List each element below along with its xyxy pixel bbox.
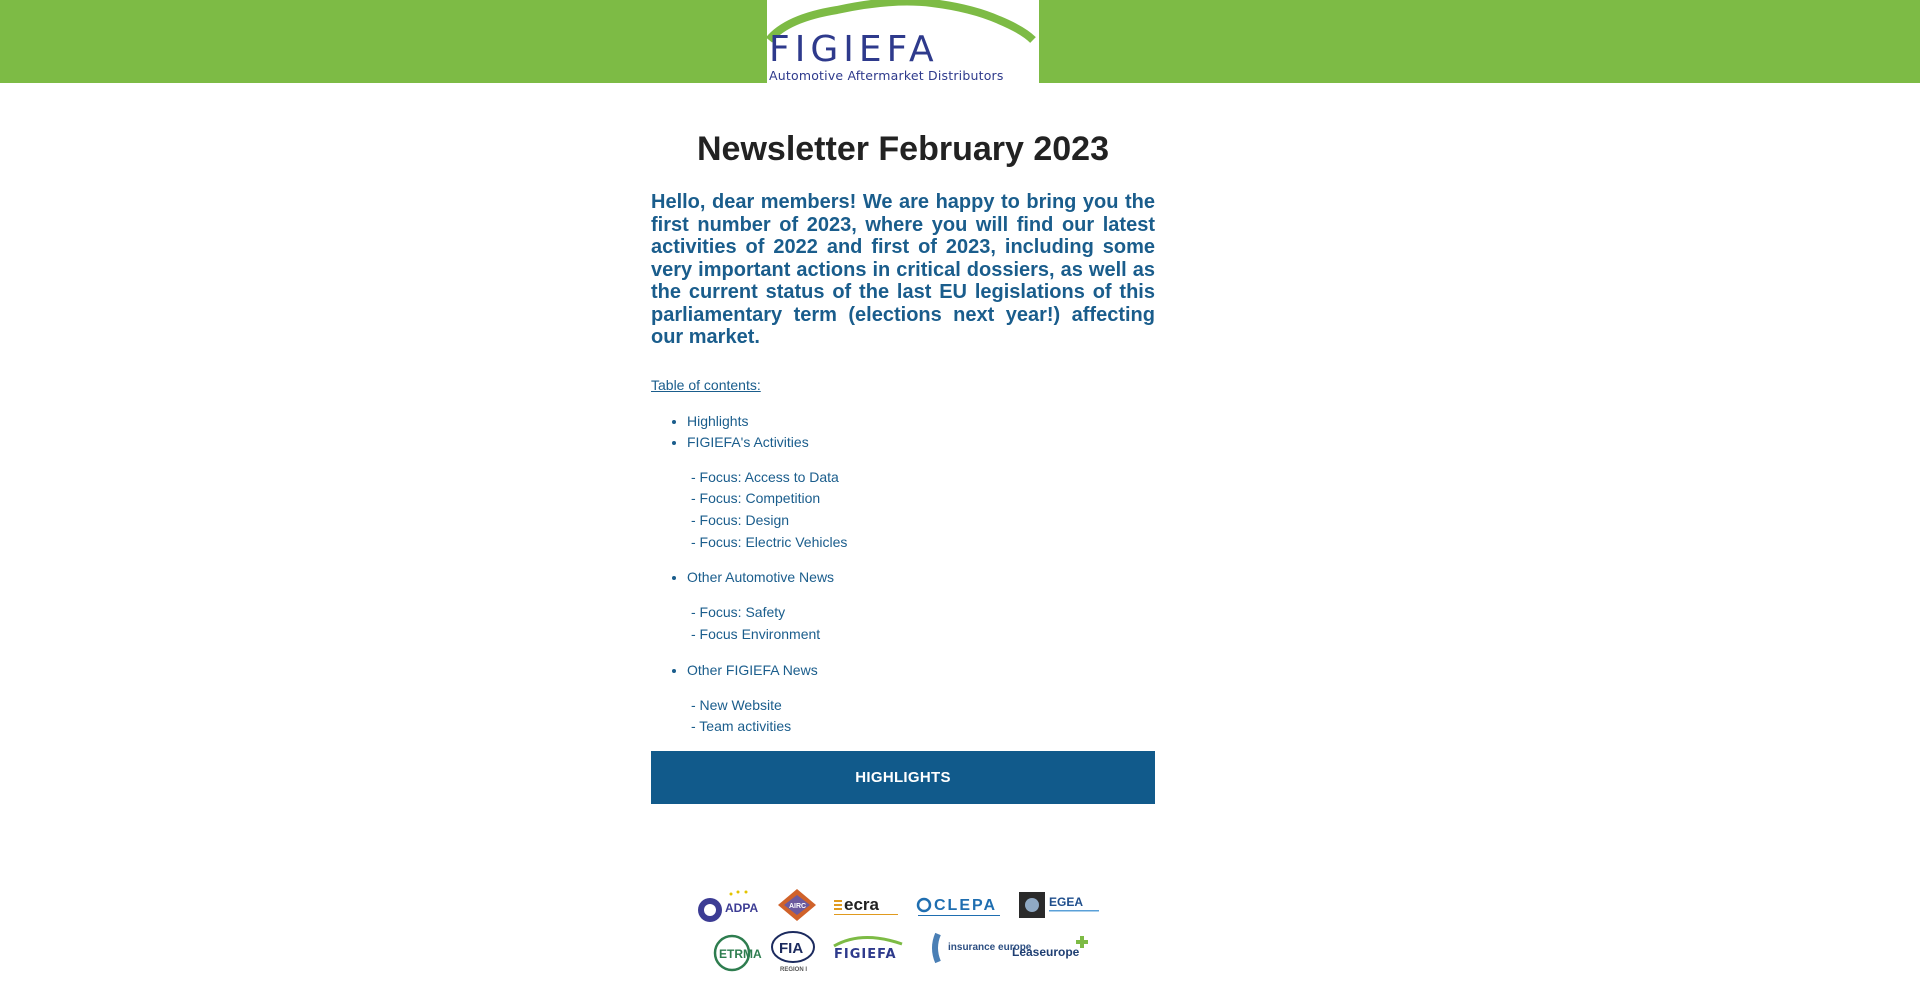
adpa-logo[interactable] — [696, 888, 766, 927]
intro-paragraph: Hello, dear members! We are happy to bring you the first number of 2023, where you will find our latest activities of 2022 and first of 2023, including some very important actions in critical dossiers, as well as the current status of the last EU legislations of this parliamentary term (elections next year!) affecting our market. — [651, 191, 1155, 348]
insurance-europe-logo[interactable] — [930, 928, 1032, 971]
fia-logo-text: FIA — [779, 940, 804, 957]
toc-subitem[interactable]: - Focus: Access to Data — [691, 468, 839, 485]
ecra-logo-text: ecra — [844, 895, 879, 914]
leaseurope-logo-icon — [1010, 934, 1092, 966]
fia-logo-subtext: REGION I — [780, 967, 808, 973]
toc-item-other-figiefa-news[interactable]: • Other FIGIEFA News — [687, 660, 1155, 681]
figiefa-footer-logo-text: FIGIEFA — [834, 947, 897, 962]
fia-logo-icon — [770, 930, 816, 974]
toc-subitem[interactable]: - Focus Environment — [691, 626, 821, 643]
toc-item-other-automotive-news[interactable]: • Other Automotive News — [687, 567, 1155, 588]
adpa-logo-text: ADPA — [725, 901, 759, 915]
figiefa-logo[interactable] — [767, 0, 1039, 83]
etrma-logo[interactable] — [712, 930, 762, 975]
toc-sublist-automotive — [691, 602, 1155, 645]
toc-item-figiefa-activities[interactable]: • FIGIEFA's Activities — [687, 432, 1155, 453]
toc-item-highlights[interactable]: • Highlights — [687, 411, 1155, 432]
egea-logo-text: EGEA — [1049, 895, 1084, 909]
toc-subitem[interactable]: - Focus: Design — [691, 511, 790, 528]
newsletter-title: Newsletter February 2023 — [697, 130, 1109, 168]
toc-list-3 — [651, 660, 1155, 681]
figiefa-footer-logo-icon — [832, 930, 908, 966]
etrma-logo-icon — [712, 930, 762, 972]
toc-subitem[interactable]: - New Website — [691, 696, 782, 713]
newsletter-body — [651, 125, 1155, 738]
airc-logo-text: AIRC — [789, 903, 807, 910]
egea-logo-icon — [1018, 890, 1104, 920]
leaseurope-logo[interactable] — [1010, 934, 1092, 969]
logo-tagline: Automotive Aftermarket Distributors — [769, 68, 1004, 83]
clepa-logo-icon — [916, 892, 1004, 920]
toc-subitem[interactable]: - Focus: Electric Vehicles — [691, 533, 848, 550]
toc-sublist-activities — [691, 467, 1155, 554]
highlights-section-header[interactable]: HIGHLIGHTS — [651, 751, 1155, 804]
logo-wordmark: FIGIEFA — [769, 29, 939, 70]
airc-logo[interactable] — [776, 888, 818, 925]
insurance-europe-logo-icon — [930, 928, 1032, 968]
toc-sublist-figiefa — [691, 695, 1155, 738]
figiefa-footer-logo[interactable] — [832, 930, 908, 969]
leaseurope-logo-text: Leaseurope — [1012, 945, 1080, 959]
ecra-logo[interactable] — [832, 892, 902, 923]
egea-logo[interactable] — [1018, 890, 1104, 923]
fia-logo[interactable] — [770, 930, 816, 977]
toc-subitem[interactable]: - Focus: Safety — [691, 604, 786, 621]
toc-list — [651, 411, 1155, 453]
airc-logo-icon — [776, 888, 818, 922]
toc-list-2 — [651, 567, 1155, 588]
ecra-logo-icon — [832, 892, 902, 920]
etrma-logo-text: ETRMA — [719, 947, 762, 961]
clepa-logo-text: CLEPA — [934, 897, 998, 914]
clepa-logo[interactable] — [916, 892, 1004, 923]
insurance-europe-logo-text: insurance europe — [948, 942, 1032, 953]
toc-label: Table of contents: — [651, 376, 761, 393]
toc-subitem[interactable]: - Focus: Competition — [691, 490, 821, 507]
toc-subitem[interactable]: - Team activities — [691, 718, 792, 735]
adpa-logo-icon — [696, 888, 766, 924]
